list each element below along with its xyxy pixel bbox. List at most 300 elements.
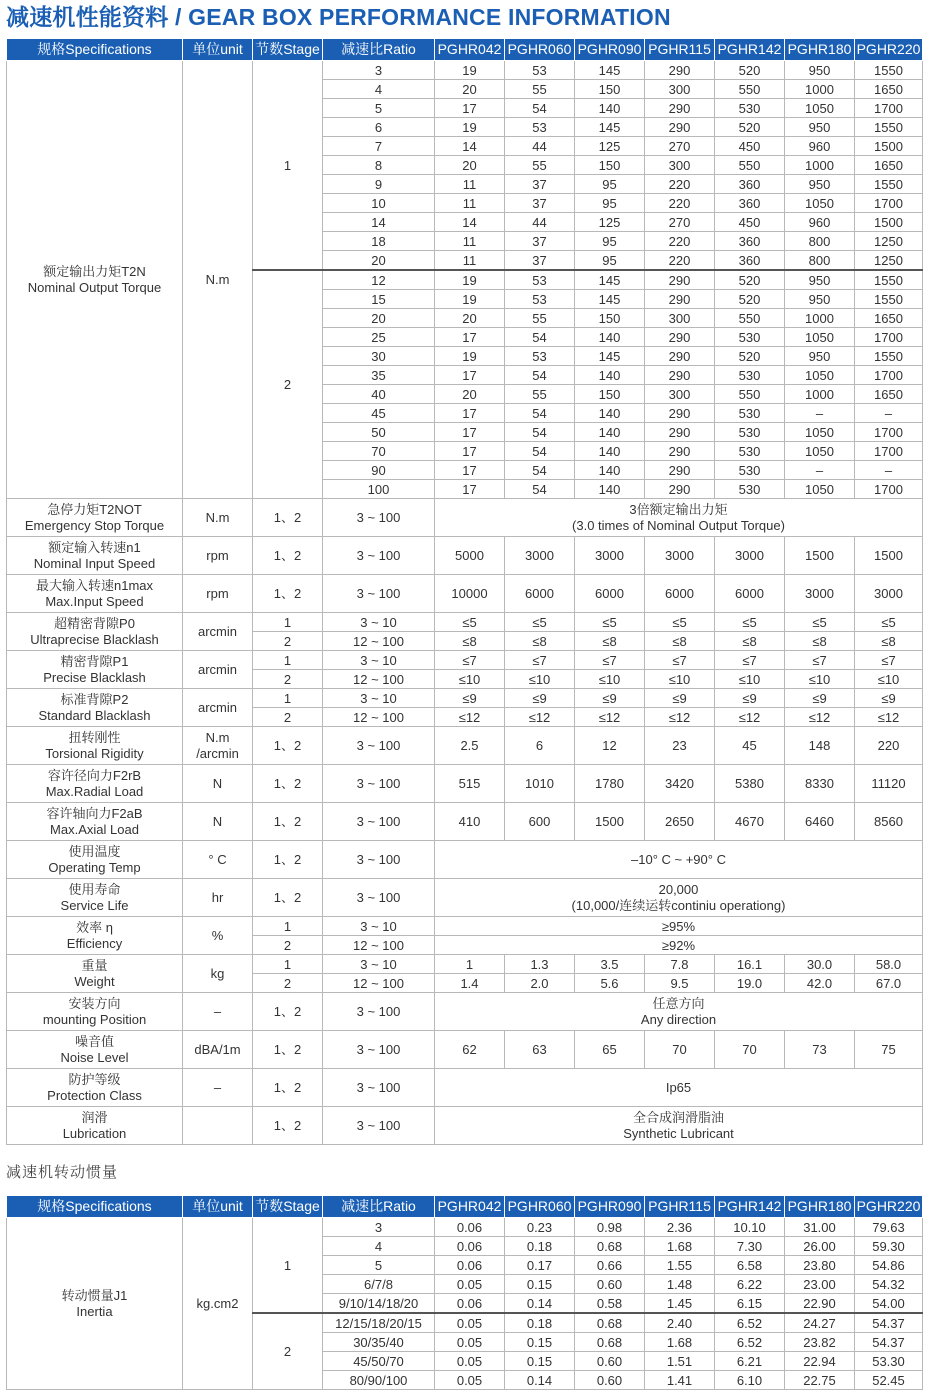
value-cell: 19: [435, 61, 505, 80]
value-cell: 360: [715, 194, 785, 213]
value-cell: 1.48: [645, 1275, 715, 1294]
ratio-cell: 10: [323, 194, 435, 213]
value-cell: 145: [575, 61, 645, 80]
emergency-spec-line-2: Emergency Stop Torque: [24, 517, 165, 533]
ratio-cell: 3 ~ 100: [323, 879, 435, 917]
value-cell: 17: [435, 328, 505, 347]
value-cell: ≤12: [715, 708, 785, 727]
header-cell: PGHR142: [715, 39, 785, 61]
header-cell: 减速比Ratio: [323, 1196, 435, 1218]
value-cell: –: [855, 404, 923, 423]
value-cell: 23.00: [785, 1275, 855, 1294]
blacklash-spec-line-1: 超精密背隙P0: [54, 615, 135, 631]
header-cell: PGHR090: [575, 1196, 645, 1218]
radial-spec-line-1: 容许径向力F2rB: [47, 767, 142, 783]
value-cell: 270: [645, 213, 715, 232]
value-cell: –: [785, 461, 855, 480]
value-cell: 520: [715, 347, 785, 366]
table-row: [7, 575, 923, 613]
mounting-value: [435, 993, 923, 1031]
ratio-cell: 3 ~ 10: [323, 917, 435, 936]
axial-spec-line-2: Max.Axial Load: [50, 821, 139, 837]
header-cell: PGHR220: [855, 39, 923, 61]
blacklash-spec-line-1: 精密背隙P1: [60, 653, 129, 669]
ratio-cell: 12 ~ 100: [323, 936, 435, 955]
value-cell: 290: [645, 347, 715, 366]
efficiency-value: ≥95%: [435, 917, 923, 936]
emergency-spec: [7, 499, 183, 537]
value-cell: 290: [645, 480, 715, 499]
value-cell: 1.68: [645, 1237, 715, 1256]
value-cell: 54: [505, 366, 575, 385]
lubrication-spec: [7, 1107, 183, 1145]
mounting-unit: –: [183, 993, 253, 1031]
value-cell: 1650: [855, 80, 923, 99]
value-cell: 8330: [785, 765, 855, 803]
value-cell: ≤9: [645, 689, 715, 708]
torque-unit: N.m: [183, 61, 253, 499]
page-title: 减速机性能资料 / GEAR BOX PERFORMANCE INFORMATION: [6, 4, 671, 30]
value-cell: 520: [715, 290, 785, 309]
mounting-value-line-1: 任意方向: [652, 995, 705, 1011]
header-cell: 单位unit: [183, 1196, 253, 1218]
value-cell: 7.8: [645, 955, 715, 974]
value-cell: 140: [575, 328, 645, 347]
value-cell: 950: [785, 290, 855, 309]
value-cell: ≤5: [575, 613, 645, 632]
value-cell: 19.0: [715, 974, 785, 993]
ratio-cell: 3 ~ 10: [323, 955, 435, 974]
value-cell: ≤7: [855, 651, 923, 670]
value-cell: ≤10: [855, 670, 923, 689]
value-cell: ≤12: [785, 708, 855, 727]
ratio-cell: 4: [323, 1237, 435, 1256]
stage-cell: 2: [253, 936, 323, 955]
value-cell: 2.0: [505, 974, 575, 993]
value-cell: 220: [645, 175, 715, 194]
table-row: [7, 727, 923, 765]
value-cell: 1700: [855, 366, 923, 385]
value-cell: 0.06: [435, 1237, 505, 1256]
value-cell: 0.05: [435, 1371, 505, 1390]
value-cell: 70: [645, 1031, 715, 1069]
value-cell: 530: [715, 442, 785, 461]
table-row: [7, 651, 923, 670]
stage-cell: 2: [253, 974, 323, 993]
value-cell: 10000: [435, 575, 505, 613]
value-cell: 1050: [785, 366, 855, 385]
value-cell: 54: [505, 480, 575, 499]
value-cell: 1550: [855, 175, 923, 194]
value-cell: ≤8: [715, 632, 785, 651]
emergency-spec-line-1: 急停力矩T2NOT: [47, 501, 142, 517]
value-cell: 54: [505, 461, 575, 480]
value-cell: 1.55: [645, 1256, 715, 1275]
efficiency-spec: [7, 917, 183, 955]
inertia-header-row: [7, 1196, 923, 1218]
value-cell: 5000: [435, 537, 505, 575]
value-cell: 550: [715, 309, 785, 328]
value-cell: 23: [645, 727, 715, 765]
ratio-cell: 3: [323, 61, 435, 80]
ratio-cell: 12 ~ 100: [323, 632, 435, 651]
value-cell: 530: [715, 461, 785, 480]
value-cell: 3000: [505, 537, 575, 575]
value-cell: 79.63: [855, 1218, 923, 1237]
header-cell: 节数Stage: [253, 1196, 323, 1218]
value-cell: ≤5: [505, 613, 575, 632]
value-cell: 54.37: [855, 1333, 923, 1352]
header-cell: 规格Specifications: [7, 1196, 183, 1218]
noise-spec-line-1: 噪音值: [74, 1033, 114, 1049]
efficiency-spec-line-2: Efficiency: [66, 935, 123, 951]
ratio-cell: 5: [323, 1256, 435, 1275]
value-cell: 600: [505, 803, 575, 841]
table-row: [7, 1031, 923, 1069]
value-cell: 0.68: [575, 1313, 645, 1333]
value-cell: 270: [645, 137, 715, 156]
value-cell: 290: [645, 290, 715, 309]
ratio-cell: 80/90/100: [323, 1371, 435, 1390]
value-cell: 19: [435, 347, 505, 366]
value-cell: 6.10: [715, 1371, 785, 1390]
header-cell: PGHR220: [855, 1196, 923, 1218]
value-cell: 6460: [785, 803, 855, 841]
value-cell: 290: [645, 61, 715, 80]
max_speed-spec-line-2: Max.Input Speed: [45, 593, 144, 609]
value-cell: 220: [645, 194, 715, 213]
value-cell: 65: [575, 1031, 645, 1069]
ratio-cell: 3 ~ 10: [323, 651, 435, 670]
value-cell: 59.30: [855, 1237, 923, 1256]
table-row: [7, 917, 923, 936]
value-cell: 520: [715, 61, 785, 80]
stage-cell: 2: [253, 1313, 323, 1390]
value-cell: 300: [645, 309, 715, 328]
weight-spec-line-2: Weight: [74, 973, 115, 989]
value-cell: 37: [505, 194, 575, 213]
value-cell: 0.68: [575, 1333, 645, 1352]
value-cell: 6000: [715, 575, 785, 613]
value-cell: 8560: [855, 803, 923, 841]
table-row: [7, 841, 923, 879]
value-cell: 6000: [575, 575, 645, 613]
value-cell: ≤5: [645, 613, 715, 632]
value-cell: ≤9: [715, 689, 785, 708]
value-cell: 1550: [855, 347, 923, 366]
value-cell: ≤9: [505, 689, 575, 708]
value-cell: 290: [645, 461, 715, 480]
performance-header-row: [7, 39, 923, 61]
header-cell: PGHR142: [715, 1196, 785, 1218]
input_speed-spec-line-2: Nominal Input Speed: [33, 555, 156, 571]
value-cell: 95: [575, 251, 645, 271]
value-cell: 17: [435, 461, 505, 480]
value-cell: 5.6: [575, 974, 645, 993]
stage-cell: 1、2: [253, 1069, 323, 1107]
value-cell: 290: [645, 442, 715, 461]
input_speed-unit: rpm: [183, 537, 253, 575]
stage-cell: 1: [253, 955, 323, 974]
value-cell: ≤5: [855, 613, 923, 632]
value-cell: 5380: [715, 765, 785, 803]
value-cell: –: [785, 404, 855, 423]
value-cell: 55: [505, 309, 575, 328]
ratio-cell: 12 ~ 100: [323, 670, 435, 689]
value-cell: ≤10: [715, 670, 785, 689]
value-cell: 360: [715, 251, 785, 271]
value-cell: 1250: [855, 251, 923, 271]
value-cell: 1050: [785, 328, 855, 347]
stage-cell: 1、2: [253, 727, 323, 765]
ratio-cell: 3 ~ 100: [323, 727, 435, 765]
value-cell: 53: [505, 270, 575, 290]
value-cell: 1650: [855, 156, 923, 175]
value-cell: 360: [715, 232, 785, 251]
value-cell: 52.45: [855, 1371, 923, 1390]
inertia-body: [7, 1218, 923, 1390]
value-cell: 1000: [785, 156, 855, 175]
value-cell: 6.21: [715, 1352, 785, 1371]
value-cell: 0.15: [505, 1333, 575, 1352]
ratio-cell: 3 ~ 100: [323, 841, 435, 879]
value-cell: 530: [715, 404, 785, 423]
value-cell: 45: [715, 727, 785, 765]
value-cell: 300: [645, 385, 715, 404]
life-value-line-2: (10,000/连续运转continiu operationg): [571, 897, 786, 913]
value-cell: 550: [715, 385, 785, 404]
value-cell: 17: [435, 99, 505, 118]
inertia-table: [6, 1195, 923, 1390]
value-cell: ≤9: [435, 689, 505, 708]
ratio-cell: 3 ~ 100: [323, 1069, 435, 1107]
stage-cell: 1、2: [253, 841, 323, 879]
rigidity-unit-line-2: /arcmin: [196, 745, 239, 761]
table-row: [7, 1069, 923, 1107]
ratio-cell: 7: [323, 137, 435, 156]
value-cell: 0.05: [435, 1313, 505, 1333]
value-cell: ≤12: [575, 708, 645, 727]
value-cell: 53.30: [855, 1352, 923, 1371]
value-cell: 75: [855, 1031, 923, 1069]
ratio-cell: 30: [323, 347, 435, 366]
value-cell: 0.06: [435, 1256, 505, 1275]
value-cell: 22.90: [785, 1294, 855, 1314]
value-cell: 95: [575, 232, 645, 251]
value-cell: 520: [715, 270, 785, 290]
value-cell: 140: [575, 461, 645, 480]
value-cell: 150: [575, 156, 645, 175]
value-cell: 54: [505, 442, 575, 461]
mounting-spec-line-1: 安装方向: [68, 995, 121, 1011]
value-cell: 290: [645, 270, 715, 290]
ratio-cell: 15: [323, 290, 435, 309]
lubrication-value: [435, 1107, 923, 1145]
value-cell: 37: [505, 175, 575, 194]
value-cell: 1500: [855, 137, 923, 156]
value-cell: 2650: [645, 803, 715, 841]
value-cell: ≤7: [645, 651, 715, 670]
stage-cell: 1: [253, 613, 323, 632]
value-cell: 54.86: [855, 1256, 923, 1275]
stage-cell: 1: [253, 61, 323, 271]
value-cell: 140: [575, 404, 645, 423]
value-cell: 125: [575, 137, 645, 156]
value-cell: 6000: [505, 575, 575, 613]
ratio-cell: 3 ~ 100: [323, 993, 435, 1031]
value-cell: 30.0: [785, 955, 855, 974]
protection-spec-line-1: 防护等级: [68, 1071, 121, 1087]
value-cell: 54: [505, 328, 575, 347]
value-cell: 0.60: [575, 1352, 645, 1371]
header-cell: 减速比Ratio: [323, 39, 435, 61]
noise-spec: [7, 1031, 183, 1069]
value-cell: 1700: [855, 194, 923, 213]
ratio-cell: 4: [323, 80, 435, 99]
axial-spec-line-1: 容许轴向力F2aB: [46, 805, 143, 821]
value-cell: 2.40: [645, 1313, 715, 1333]
value-cell: 20: [435, 385, 505, 404]
life-spec-line-2: Service Life: [60, 897, 129, 913]
value-cell: 1.3: [505, 955, 575, 974]
value-cell: 1700: [855, 423, 923, 442]
blacklash-spec: [7, 651, 183, 689]
value-cell: 1500: [855, 213, 923, 232]
life-unit: hr: [183, 879, 253, 917]
lubrication-spec-line-1: 润滑: [81, 1109, 108, 1125]
value-cell: 950: [785, 175, 855, 194]
value-cell: ≤12: [645, 708, 715, 727]
value-cell: 1700: [855, 480, 923, 499]
rigidity-unit-line-1: N.m: [205, 729, 230, 745]
torque-spec-line-2: Nominal Output Torque: [27, 279, 162, 295]
value-cell: 53: [505, 290, 575, 309]
value-cell: 0.14: [505, 1371, 575, 1390]
header-cell: PGHR115: [645, 39, 715, 61]
value-cell: ≤10: [435, 670, 505, 689]
value-cell: 53: [505, 61, 575, 80]
ratio-cell: 30/35/40: [323, 1333, 435, 1352]
rigidity-spec: [7, 727, 183, 765]
value-cell: 20: [435, 156, 505, 175]
ratio-cell: 35: [323, 366, 435, 385]
value-cell: ≤5: [785, 613, 855, 632]
mounting-spec-line-2: mounting Position: [42, 1011, 147, 1027]
ratio-cell: 45: [323, 404, 435, 423]
mounting-spec: [7, 993, 183, 1031]
temp-unit: ° C: [183, 841, 253, 879]
stage-cell: 1、2: [253, 1107, 323, 1145]
value-cell: ≤10: [575, 670, 645, 689]
value-cell: 1780: [575, 765, 645, 803]
value-cell: 960: [785, 213, 855, 232]
value-cell: 148: [785, 727, 855, 765]
value-cell: 10.10: [715, 1218, 785, 1237]
value-cell: 20: [435, 80, 505, 99]
value-cell: 950: [785, 270, 855, 290]
value-cell: 145: [575, 118, 645, 137]
table-row: [7, 61, 923, 80]
value-cell: 950: [785, 347, 855, 366]
blacklash-spec-line-2: Precise Blacklash: [43, 669, 146, 685]
value-cell: 19: [435, 118, 505, 137]
value-cell: 2.5: [435, 727, 505, 765]
value-cell: 530: [715, 99, 785, 118]
value-cell: 145: [575, 347, 645, 366]
value-cell: 0.60: [575, 1371, 645, 1390]
ratio-cell: 3 ~ 100: [323, 1107, 435, 1145]
table-row: [7, 879, 923, 917]
value-cell: 530: [715, 423, 785, 442]
value-cell: 2.36: [645, 1218, 715, 1237]
value-cell: 0.15: [505, 1275, 575, 1294]
value-cell: 0.15: [505, 1352, 575, 1371]
value-cell: 0.68: [575, 1237, 645, 1256]
ratio-cell: 3 ~ 100: [323, 765, 435, 803]
ratio-cell: 18: [323, 232, 435, 251]
header-cell: PGHR180: [785, 39, 855, 61]
header-cell: PGHR042: [435, 1196, 505, 1218]
value-cell: 26.00: [785, 1237, 855, 1256]
ratio-cell: 70: [323, 442, 435, 461]
value-cell: ≤7: [505, 651, 575, 670]
value-cell: 1700: [855, 442, 923, 461]
protection-unit: –: [183, 1069, 253, 1107]
value-cell: ≤9: [855, 689, 923, 708]
ratio-cell: 6: [323, 118, 435, 137]
value-cell: 1010: [505, 765, 575, 803]
value-cell: 530: [715, 480, 785, 499]
value-cell: 20: [435, 309, 505, 328]
ratio-cell: 8: [323, 156, 435, 175]
value-cell: 9.5: [645, 974, 715, 993]
value-cell: 6.58: [715, 1256, 785, 1275]
value-cell: 95: [575, 175, 645, 194]
value-cell: 1550: [855, 270, 923, 290]
value-cell: 17: [435, 404, 505, 423]
value-cell: 1.41: [645, 1371, 715, 1390]
mounting-value-line-2: Any direction: [640, 1011, 717, 1027]
stage-cell: 1、2: [253, 765, 323, 803]
value-cell: 140: [575, 99, 645, 118]
value-cell: 220: [645, 232, 715, 251]
value-cell: 44: [505, 137, 575, 156]
ratio-cell: 3 ~ 10: [323, 613, 435, 632]
value-cell: 450: [715, 137, 785, 156]
value-cell: 300: [645, 156, 715, 175]
value-cell: 0.18: [505, 1237, 575, 1256]
value-cell: 140: [575, 480, 645, 499]
value-cell: 53: [505, 118, 575, 137]
value-cell: 1250: [855, 232, 923, 251]
value-cell: 140: [575, 442, 645, 461]
value-cell: 1050: [785, 423, 855, 442]
ratio-cell: 9: [323, 175, 435, 194]
value-cell: 55: [505, 385, 575, 404]
header-cell: 节数Stage: [253, 39, 323, 61]
ratio-cell: 12/15/18/20/15: [323, 1313, 435, 1333]
value-cell: 17: [435, 480, 505, 499]
ratio-cell: 3 ~ 10: [323, 689, 435, 708]
value-cell: 1550: [855, 61, 923, 80]
value-cell: 0.06: [435, 1218, 505, 1237]
value-cell: 16.1: [715, 955, 785, 974]
performance-body: [7, 61, 923, 1145]
ratio-cell: 6/7/8: [323, 1275, 435, 1294]
radial-spec: [7, 765, 183, 803]
value-cell: 22.94: [785, 1352, 855, 1371]
value-cell: 23.82: [785, 1333, 855, 1352]
